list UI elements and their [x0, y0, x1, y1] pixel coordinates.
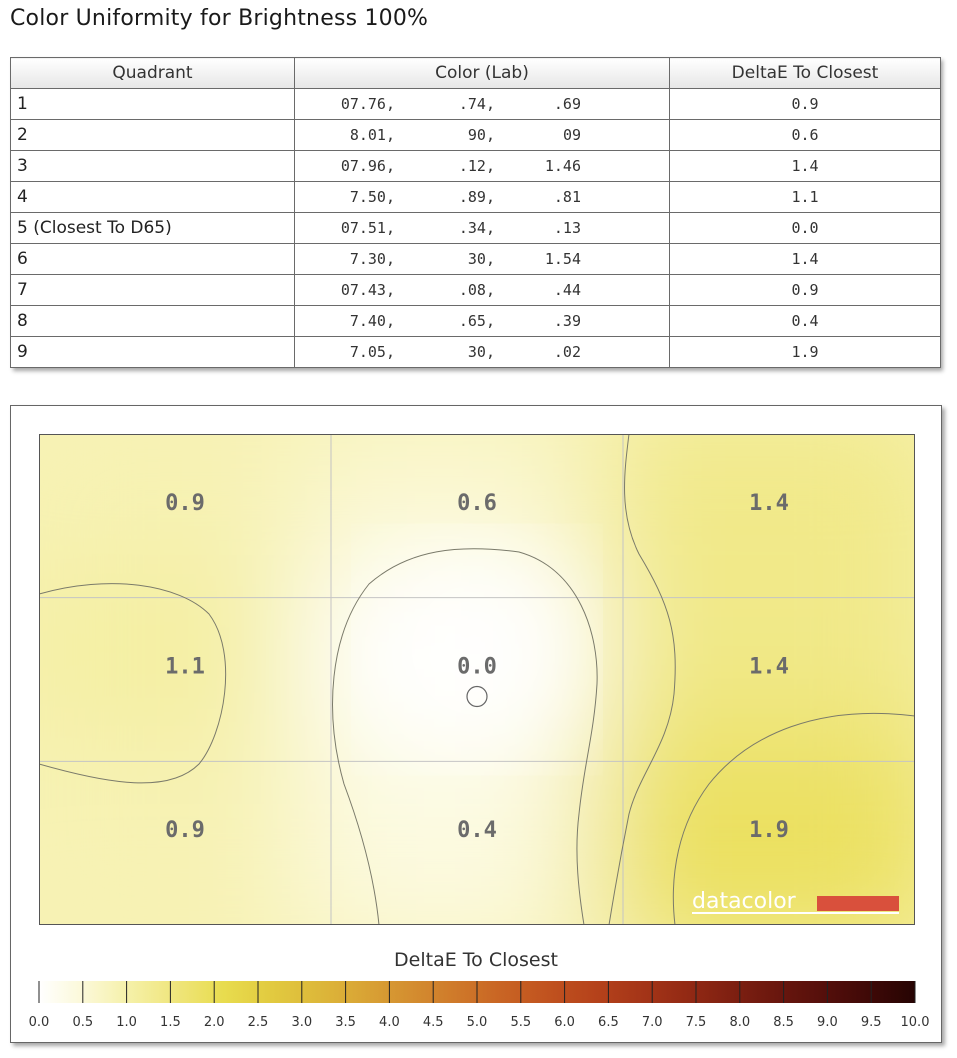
legend-tick-label: 8.5 [773, 1015, 794, 1030]
lab-a-value: 90, [467, 126, 495, 144]
legend-tick-label: 7.0 [641, 1015, 663, 1030]
quadrant-cell: 8 [11, 306, 295, 337]
lab-b-value: .02 [553, 343, 581, 361]
deltae-cell: 0.0 [670, 213, 941, 244]
cell-value-label: 1.9 [749, 818, 789, 844]
lab-b-value: .81 [553, 188, 581, 206]
legend-tick-label: 1.5 [160, 1015, 181, 1030]
deltae-cell: 1.4 [670, 244, 941, 275]
lab-cell [295, 275, 670, 306]
deltae-cell: 0.9 [670, 89, 941, 120]
datacolor-bar [817, 896, 899, 911]
cell-value-label: 1.4 [749, 490, 789, 516]
lab-l-value: 7.30, [349, 250, 395, 268]
cell-value-label: 0.4 [457, 818, 497, 844]
uniformity-map-panel [10, 405, 942, 1043]
lab-a-value: 30, [467, 250, 495, 268]
lab-l-value: 07.51, [340, 219, 395, 237]
quadrant-cell: 2 [11, 120, 295, 151]
quadrant-cell: 3 [11, 151, 295, 182]
quadrant-cell: 7 [11, 275, 295, 306]
legend-tick-label: 3.5 [335, 1015, 356, 1030]
legend-tick-label: 9.0 [817, 1015, 838, 1030]
cell-value-label: 0.9 [165, 490, 205, 516]
legend-tick-label: 4.0 [379, 1015, 400, 1030]
legend-tick-label: 3.0 [291, 1015, 313, 1030]
deltae-cell: 1.1 [670, 182, 941, 213]
legend-tick-label: 2.0 [203, 1015, 225, 1030]
header-deltae: DeltaE To Closest [670, 58, 941, 89]
legend-tick-label: 7.5 [685, 1015, 707, 1030]
legend-tick-label: 9.5 [860, 1015, 882, 1030]
lab-l-value: 8.01, [349, 126, 395, 144]
header-color-lab: Color (Lab) [295, 58, 670, 89]
cell-value-label: 1.1 [165, 654, 205, 680]
table-row [11, 244, 941, 275]
table-row [11, 120, 941, 151]
lab-b-value: 09 [562, 126, 581, 144]
legend-tick-label: 0.0 [28, 1015, 50, 1030]
lab-cell [295, 244, 670, 275]
datacolor-wordmark: datacolor [692, 889, 796, 914]
lab-cell [295, 89, 670, 120]
lab-a-value: 30, [467, 343, 495, 361]
lab-cell [295, 182, 670, 213]
lab-l-value: 07.96, [340, 157, 395, 175]
table-row [11, 213, 941, 244]
header-quadrant: Quadrant [11, 58, 295, 89]
quadrant-cell: 5 (Closest To D65) [11, 213, 295, 244]
legend-tick-label: 10.0 [900, 1015, 930, 1030]
legend-tick-label: 6.0 [554, 1015, 575, 1030]
quadrant-cell: 4 [11, 182, 295, 213]
deltae-cell: 1.4 [670, 151, 941, 182]
deltae-cell: 0.6 [670, 120, 941, 151]
heatmap-center-glow [387, 560, 567, 740]
cell-value-label: 0.0 [457, 654, 497, 680]
lab-a-value: .89, [458, 188, 495, 206]
deltae-cell: 0.4 [670, 306, 941, 337]
lab-l-value: 7.50, [349, 188, 395, 206]
table-row [11, 89, 941, 120]
uniformity-heatmap [39, 434, 915, 925]
deltae-cell: 1.9 [670, 337, 941, 368]
legend-tick-label: 4.5 [422, 1015, 444, 1030]
table-header-row [11, 58, 941, 89]
table-row [11, 182, 941, 213]
legend-tick-label: 8.0 [729, 1015, 751, 1030]
lab-a-value: .12, [458, 157, 495, 175]
deltae-cell: 0.9 [670, 275, 941, 306]
quadrant-cell: 9 [11, 337, 295, 368]
report-title: Color Uniformity for Brightness 100% [10, 6, 429, 31]
lab-table [10, 57, 941, 368]
table-row [11, 306, 941, 337]
uniformity-table [10, 57, 940, 368]
lab-b-value: .69 [553, 95, 581, 113]
cell-value-label: 0.9 [165, 818, 205, 844]
cell-value-label: 1.4 [749, 654, 789, 680]
legend-tick-label: 2.5 [247, 1015, 269, 1030]
color-scale-legend [11, 978, 941, 1038]
lab-b-value: .44 [553, 281, 581, 299]
legend-title: DeltaE To Closest [394, 949, 558, 971]
lab-cell [295, 213, 670, 244]
legend-tick-label: 6.5 [598, 1015, 619, 1030]
lab-b-value: 1.54 [544, 250, 581, 268]
lab-l-value: 07.76, [340, 95, 395, 113]
lab-a-value: .74, [458, 95, 495, 113]
lab-cell [295, 306, 670, 337]
cell-value-label: 0.6 [457, 490, 497, 516]
lab-a-value: .65, [458, 312, 495, 330]
lab-l-value: 7.05, [349, 343, 395, 361]
legend-tick-label: 1.0 [116, 1015, 137, 1030]
table-row [11, 337, 941, 368]
lab-cell [295, 337, 670, 368]
legend-tick-label: 0.5 [72, 1015, 94, 1030]
lab-b-value: .13 [553, 219, 581, 237]
lab-l-value: 7.40, [349, 312, 395, 330]
table-row [11, 151, 941, 182]
legend-tick-label: 5.0 [466, 1015, 488, 1030]
lab-a-value: .08, [458, 281, 495, 299]
lab-l-value: 07.43, [340, 281, 395, 299]
quadrant-cell: 6 [11, 244, 295, 275]
lab-b-value: .39 [553, 312, 581, 330]
lab-b-value: 1.46 [544, 157, 581, 175]
quadrant-cell: 1 [11, 89, 295, 120]
lab-cell [295, 120, 670, 151]
lab-a-value: .34, [458, 219, 495, 237]
legend-tick-label: 5.5 [510, 1015, 532, 1030]
lab-cell [295, 151, 670, 182]
table-row [11, 275, 941, 306]
